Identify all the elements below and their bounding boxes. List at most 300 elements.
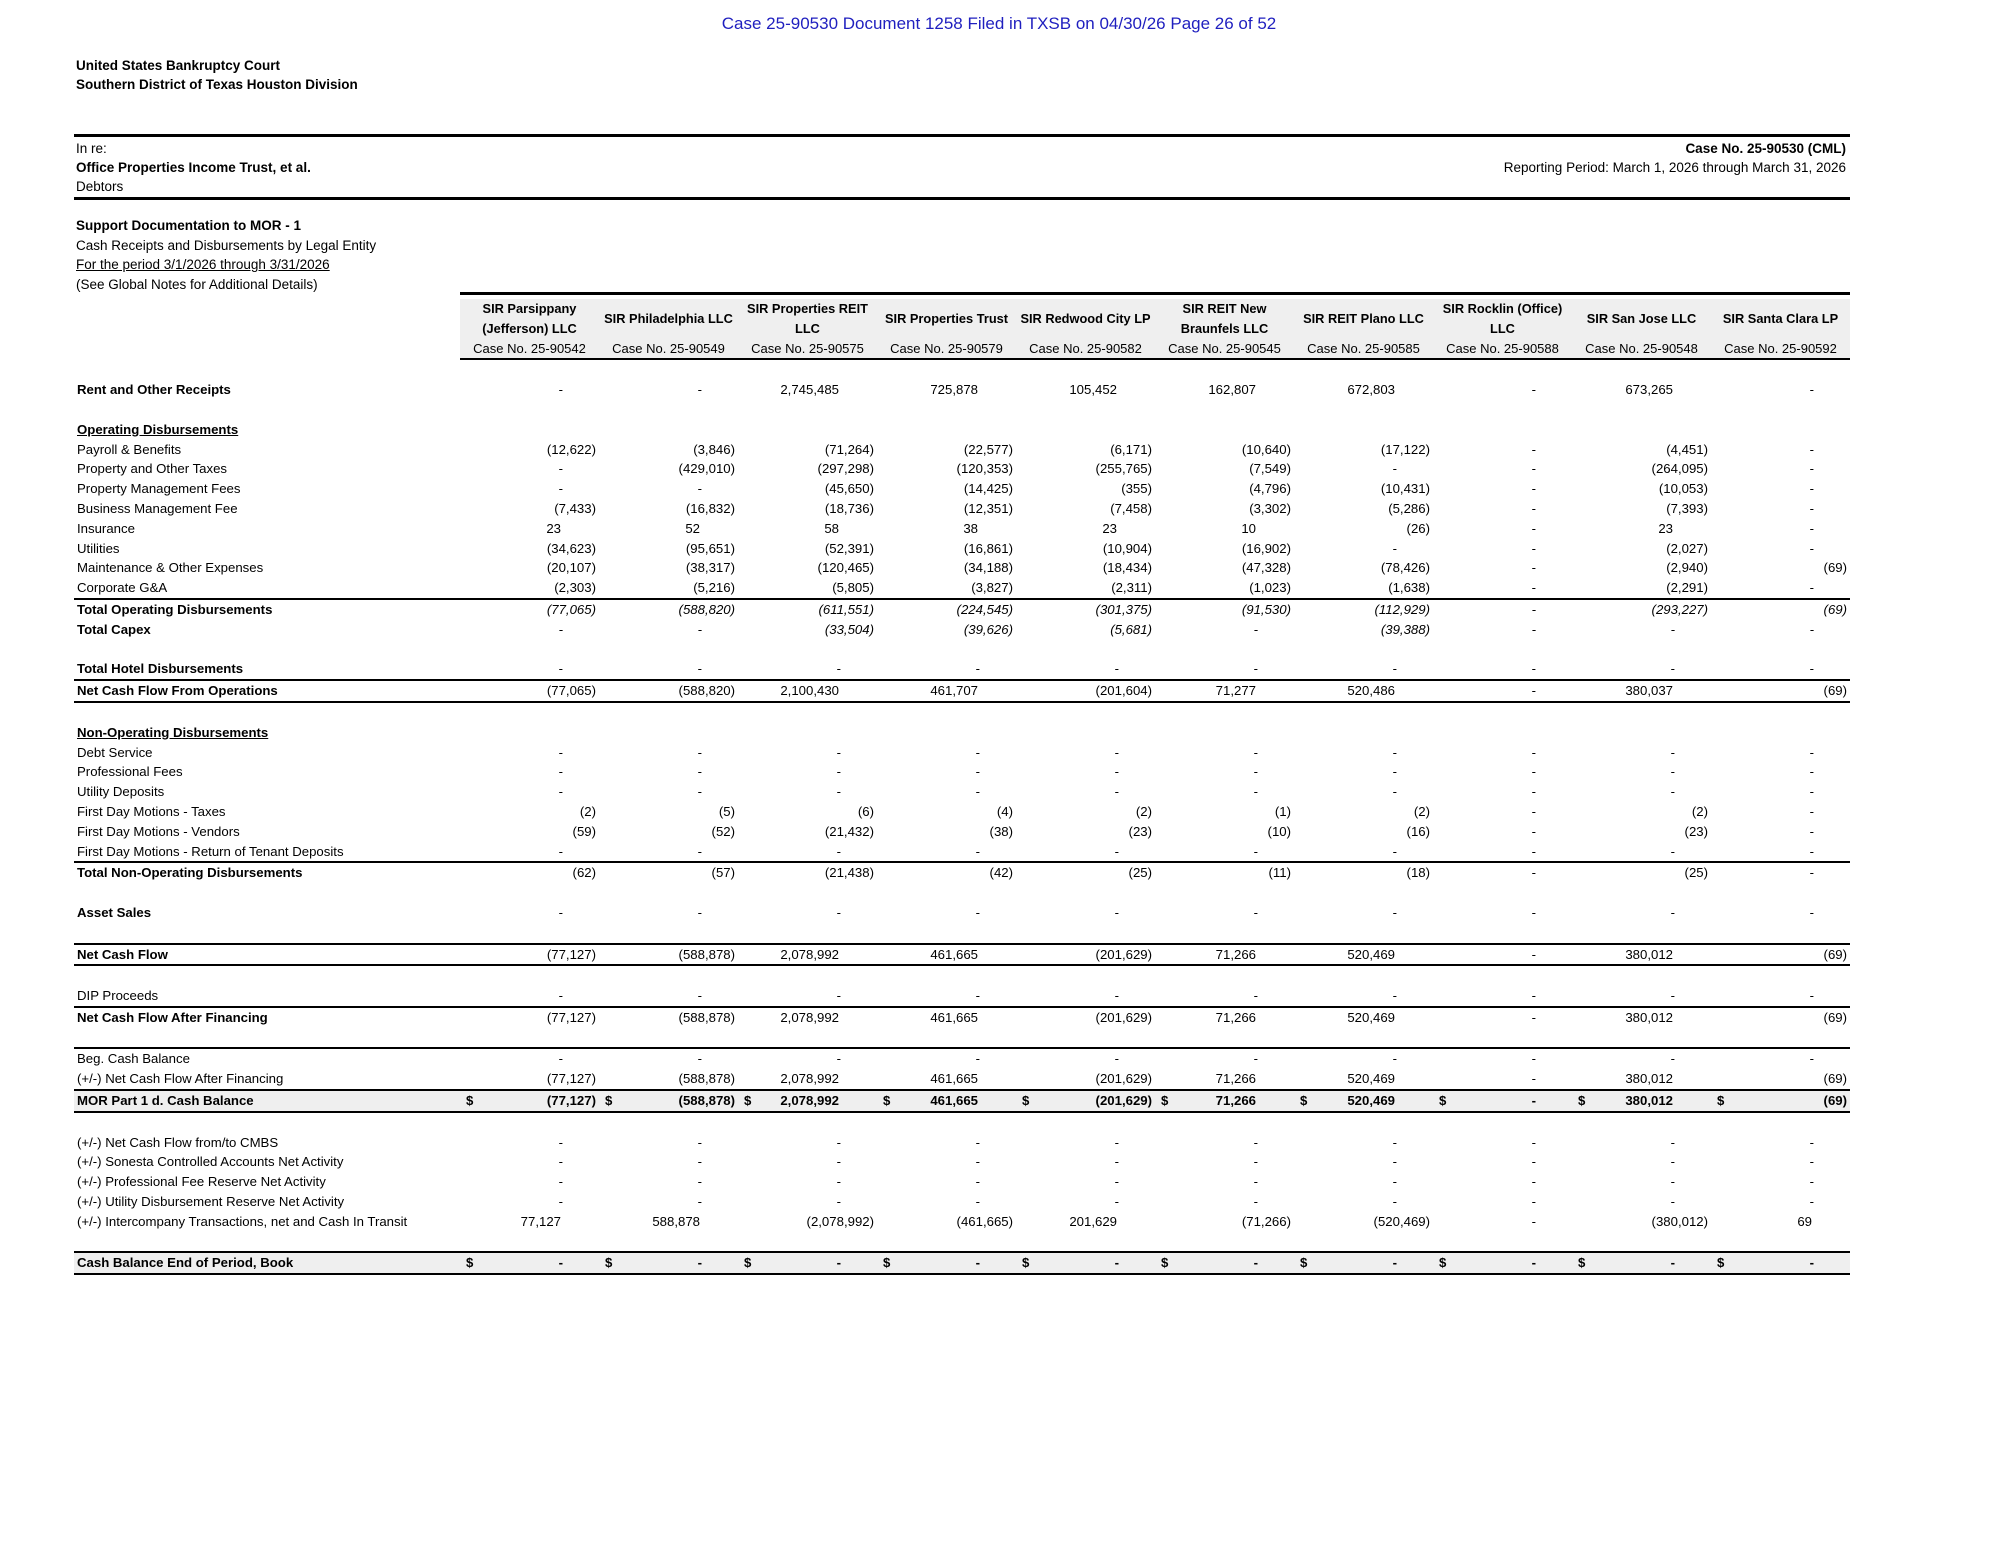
spacer-cell [1294,965,1433,986]
row-value [1016,620,1155,640]
value-text: - [558,1154,563,1170]
row-proptax [74,459,1850,479]
value-text: - [1531,661,1536,677]
spacer-cell [1711,883,1850,903]
spacer-cell [1294,1028,1433,1049]
row-value [599,1069,738,1090]
value-text: - [1531,1154,1536,1170]
value-text: - [975,904,980,920]
row-value [877,380,1016,400]
value-text: - [975,988,980,1004]
row-value [1294,944,1433,966]
value-text: - [1531,865,1536,881]
row-value [877,1048,1016,1069]
row-value [1294,743,1433,763]
spacer-row [74,359,1850,380]
row-label: Operating Disbursements [77,421,239,437]
value-text: - [975,1154,980,1170]
value-text: - [1531,1009,1536,1025]
row-value [1572,459,1711,479]
spacer-cell [599,923,738,944]
value-text: - [1809,784,1814,800]
row-bizmgmt [74,499,1850,519]
value-text: (22,577) [963,441,1013,457]
value-text: 725,878 [930,382,978,398]
row-value [1572,380,1711,400]
spacer-cell [1016,1028,1155,1049]
row-label: Net Cash Flow After Financing [74,1007,460,1028]
row-value [1294,499,1433,519]
row-value [1294,782,1433,802]
row-value [738,420,877,440]
row-value [1572,762,1711,782]
value-text: (95,651) [685,540,735,556]
row-label: Professional Fees [77,764,183,780]
value-text: (1,638) [1388,580,1430,596]
value-text: - [1114,661,1119,677]
row-value [460,558,599,578]
row-value [1433,479,1572,499]
value-text: - [1253,1174,1258,1190]
row-value [877,762,1016,782]
row-value [1433,944,1572,966]
value-text: 673,265 [1625,382,1673,398]
row-value [1294,459,1433,479]
row-mor1d [74,1090,1850,1112]
spacer-cell [74,359,460,380]
row-value [1155,1048,1294,1069]
row-nonop_hdr [74,723,1850,743]
spacer-cell [1294,640,1433,660]
value-text: - [1114,1051,1119,1067]
row-totop [74,599,1850,620]
value-text: - [1531,520,1536,536]
row-label: (+/-) Intercompany Transactions, net and Cash In Transit [77,1213,408,1229]
value-text: (69) [1823,1093,1847,1109]
row-value [1155,762,1294,782]
spacer-cell [877,1232,1016,1253]
row-label: (+/-) Net Cash Flow After Financing [77,1071,284,1087]
value-text: - [1114,1255,1119,1271]
row-value [1294,1090,1433,1112]
row-value [1572,1252,1711,1274]
currency-symbol: $ [1022,1093,1030,1109]
row-value [460,620,599,640]
row-value [1433,903,1572,923]
value-text: (7,433) [554,500,596,516]
row-value [1016,440,1155,460]
row-value [1016,558,1155,578]
row-value [1572,420,1711,440]
row-value [1711,1048,1850,1069]
value-text: - [558,764,563,780]
row-value [1433,380,1572,400]
row-value [1016,599,1155,620]
row-value [738,620,877,640]
value-text: - [1531,803,1536,819]
row-value [877,862,1016,883]
value-text: - [1531,461,1536,477]
value-text: - [1392,1154,1397,1170]
value-text: (2,078,992) [806,1213,874,1229]
value-text: (69) [1823,946,1847,962]
currency-symbol: $ [744,1255,752,1271]
value-text: (18,736) [824,500,874,516]
row-value [460,743,599,763]
row-label: Non-Operating Disbursements [77,724,269,740]
currency-symbol: $ [466,1093,474,1109]
value-text: (5,216) [693,580,735,596]
value-text: 2,745,485 [780,382,839,398]
row-value [1016,986,1155,1007]
currency-symbol: $ [1717,1255,1725,1271]
spacer-cell [599,883,738,903]
value-text: - [1531,1213,1536,1229]
spacer-cell [877,923,1016,944]
value-text: - [1392,764,1397,780]
value-text: 23 [1102,520,1117,536]
value-text: 71,266 [1215,946,1256,962]
value-text: - [975,843,980,859]
row-value [1155,903,1294,923]
row-value [877,499,1016,519]
row-proffee [74,1172,1850,1192]
value-text: - [697,784,702,800]
row-value [1016,1192,1155,1212]
blank-cell [74,299,460,339]
spacer-cell [738,965,877,986]
in-re: In re: [76,141,107,156]
spacer-cell [1016,702,1155,723]
row-value [1294,479,1433,499]
value-text: (2,027) [1666,540,1708,556]
row-value [1294,1212,1433,1232]
row-capex [74,620,1850,640]
court-line-1: United States Bankruptcy Court [76,58,281,73]
row-value [738,659,877,680]
value-text: (380,012) [1651,1213,1708,1229]
row-value [1711,499,1850,519]
row-value [599,944,738,966]
value-text: - [558,843,563,859]
spacer-cell [1711,923,1850,944]
row-value [877,1152,1016,1172]
value-text: 10 [1241,520,1256,536]
value-text: (11) [1268,865,1291,881]
row-opdisb_hdr [74,420,1850,440]
row-value [460,1152,599,1172]
row-value [738,599,877,620]
value-text: - [1531,843,1536,859]
row-label: Debt Service [77,744,153,760]
spacer-cell [460,1232,599,1253]
row-value [1016,1252,1155,1274]
row-value [599,519,738,539]
row-value [1433,558,1572,578]
row-value [1294,420,1433,440]
row-value [599,380,738,400]
value-text: (264,095) [1651,461,1708,477]
value-text: - [1670,1051,1675,1067]
row-label: First Day Motions - Taxes [77,803,226,819]
value-text: - [558,382,563,398]
value-text: (21,438) [824,865,874,881]
row-value [1572,479,1711,499]
row-value [599,499,738,519]
value-text: 380,012 [1625,1093,1673,1109]
value-text: - [697,621,702,637]
row-value [1572,1048,1711,1069]
row-value [738,903,877,923]
row-value [1016,782,1155,802]
value-text: - [1670,843,1675,859]
spacer-cell [877,1028,1016,1049]
row-value [1016,944,1155,966]
debtors-label: Debtors [76,179,124,194]
value-text: (611,551) [818,601,874,617]
spacer-cell [460,400,599,420]
row-value [460,944,599,966]
value-text: (461,665) [956,1213,1013,1229]
value-text: (12,622) [546,441,596,457]
row-value [460,680,599,702]
spacer-cell [738,400,877,420]
value-text: 201,629 [1069,1213,1117,1229]
value-text: - [1253,621,1258,637]
support-subtitle: Cash Receipts and Disbursements by Legal Entity [76,237,377,253]
spacer-cell [1155,400,1294,420]
row-value [1016,1069,1155,1090]
value-text: 77,127 [520,1213,561,1229]
value-text: (588,878) [678,1093,735,1109]
spacer-cell [1433,1232,1572,1253]
spacer-cell [877,965,1016,986]
currency-symbol: $ [466,1255,474,1271]
value-text: - [1531,560,1536,576]
row-value [877,903,1016,923]
row-value [460,420,599,440]
row-value [1016,1090,1155,1112]
value-text: - [697,904,702,920]
value-text: 588,878 [652,1213,700,1229]
row-value [460,723,599,743]
spacer-cell [1016,923,1155,944]
row-value [738,1152,877,1172]
row-value [460,762,599,782]
row-value [1572,1152,1711,1172]
value-text: - [1114,1134,1119,1150]
entity-case-number: Case No. 25-90592 [1711,339,1850,360]
value-text: (34,188) [963,560,1013,576]
row-value [1572,944,1711,966]
spacer-row [74,1112,1850,1133]
value-text: (69) [1823,683,1847,699]
value-text: - [558,744,563,760]
value-text: - [1531,1174,1536,1190]
row-value [738,578,877,599]
value-text: - [1531,441,1536,457]
row-value [1433,862,1572,883]
row-value [877,1172,1016,1192]
value-text: - [1392,1194,1397,1210]
value-text: 380,012 [1625,946,1673,962]
value-text: - [1392,1255,1397,1271]
spacer-row [74,1232,1850,1253]
row-value [1572,986,1711,1007]
value-text: (10) [1267,823,1291,839]
spacer-cell [1572,1232,1711,1253]
row-value [1155,558,1294,578]
value-text: 520,486 [1347,683,1395,699]
value-text: 2,078,992 [780,1009,839,1025]
value-text: - [1114,1154,1119,1170]
value-text: (588,878) [678,1071,735,1087]
value-text: - [1809,580,1814,596]
row-value [1711,743,1850,763]
spacer-cell [738,702,877,723]
row-value [1294,1252,1433,1274]
spacer-cell [599,359,738,380]
value-text: - [1253,843,1258,859]
row-value [1294,599,1433,620]
row-label: DIP Proceeds [77,988,159,1004]
entity-case-number: Case No. 25-90545 [1155,339,1294,360]
row-value [1433,1212,1572,1232]
row-value [738,380,877,400]
spacer-cell [1294,1232,1433,1253]
row-value [1155,1252,1294,1274]
value-text: - [1253,784,1258,800]
row-value [1572,499,1711,519]
spacer-cell [738,923,877,944]
row-value [1155,499,1294,519]
value-text: - [1809,382,1814,398]
value-text: (2,940) [1666,560,1708,576]
value-text: - [1809,621,1814,637]
row-value [738,479,877,499]
entity-name: SIR Redwood City LP [1016,299,1155,339]
spacer-cell [1711,965,1850,986]
value-text: - [1253,988,1258,1004]
row-value [599,723,738,743]
row-label: Property Management Fees [77,481,241,497]
value-text: (3,846) [693,441,735,457]
row-value [1294,822,1433,842]
value-text: 23 [1658,520,1673,536]
row-value [738,944,877,966]
row-value [1711,599,1850,620]
row-value [460,842,599,863]
value-text: (18) [1406,865,1430,881]
row-value [1294,1007,1433,1028]
row-value [738,558,877,578]
value-text: (3,302) [1249,500,1291,516]
value-text: 52 [685,520,700,536]
row-value [1433,986,1572,1007]
spacer-row [74,965,1850,986]
value-text: (588,878) [678,946,735,962]
value-text: (588,820) [678,683,735,699]
row-value [1294,539,1433,559]
value-text: (7,393) [1666,500,1708,516]
value-text: (38,317) [685,560,735,576]
row-value [1294,440,1433,460]
entity-name: SIR Parsippany (Jefferson) LLC [460,299,599,339]
row-ncf [74,944,1850,966]
value-text: - [558,661,563,677]
row-label: Cash Balance End of Period, Book [74,1252,460,1274]
value-text: 520,469 [1347,1093,1395,1109]
row-value [460,1212,599,1232]
entity-case-number: Case No. 25-90588 [1433,339,1572,360]
currency-symbol: $ [1578,1255,1586,1271]
value-text: (71,264) [824,441,874,457]
spacer-cell [738,1112,877,1133]
value-text: - [975,784,980,800]
value-text: - [836,1255,841,1271]
row-value [460,519,599,539]
row-value [1294,578,1433,599]
value-text: 71,266 [1215,1071,1256,1087]
value-text: - [697,382,702,398]
row-value [1155,842,1294,863]
row-value [1572,599,1711,620]
value-text: (78,426) [1380,560,1430,576]
row-value [460,1048,599,1069]
row-label: Beg. Cash Balance [74,1048,460,1069]
row-value [599,1252,738,1274]
row-value [460,1069,599,1090]
row-value [738,723,877,743]
row-value [877,479,1016,499]
value-text: - [558,988,563,1004]
row-value [599,680,738,702]
row-value [1433,822,1572,842]
row-value [1711,479,1850,499]
row-label: Property and Other Taxes [77,461,228,477]
row-value [738,499,877,519]
entity-name: SIR REIT Plano LLC [1294,299,1433,339]
value-text: - [697,1134,702,1150]
row-utildep [74,782,1850,802]
value-text: (25) [1128,865,1152,881]
entity-case-number: Case No. 25-90582 [1016,339,1155,360]
spacer-cell [738,1232,877,1253]
value-text: - [1531,784,1536,800]
row-value [1016,539,1155,559]
row-label: Rent and Other Receipts [77,382,231,398]
row-value [1155,420,1294,440]
row-value [1711,539,1850,559]
value-text: - [1114,904,1119,920]
row-value [1155,519,1294,539]
spacer-cell [599,1232,738,1253]
value-text: - [697,481,702,497]
value-text: - [697,1154,702,1170]
row-utilities [74,539,1850,559]
spacer-cell [1711,702,1850,723]
value-text: - [1531,1194,1536,1210]
spacer-cell [460,965,599,986]
value-text: (16,902) [1241,540,1291,556]
court-filing-stamp: Case 25-90530 Document 1258 Filed in TXSB on 04/30/26 Page 26 of 52 [721,14,1277,33]
value-text: (2) [1691,803,1708,819]
row-value [1433,782,1572,802]
value-text: - [836,1194,841,1210]
value-text: 380,012 [1625,1071,1673,1087]
value-text: (20,107) [546,560,596,576]
row-ncfops [74,680,1850,702]
